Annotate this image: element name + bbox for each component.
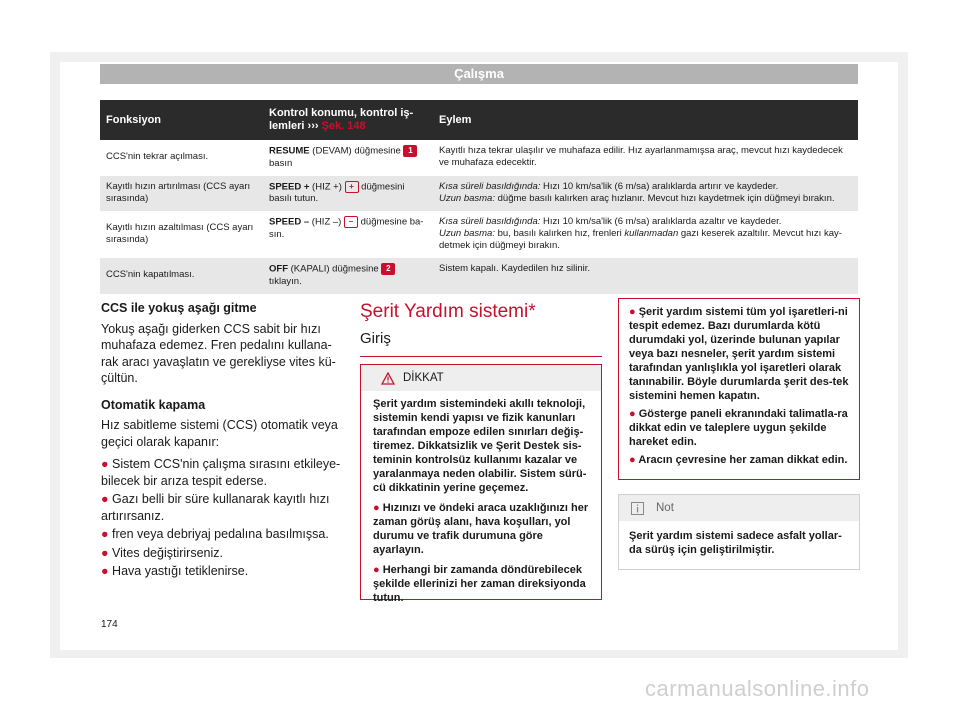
warning-triangle-icon: [381, 372, 395, 385]
list-item: [629, 407, 849, 449]
bullet-icon: ●: [101, 457, 109, 471]
figure-ref-link[interactable]: Şek. 148: [321, 120, 366, 132]
section-subtitle: Giriş: [360, 330, 602, 357]
left-column: [101, 300, 344, 582]
page-number: 174: [101, 619, 118, 630]
action-text: gazı keserek azaltılır. Mevcut hızı kay-detmek için düğmeyi bırakın.: [439, 228, 842, 252]
cell-control: [263, 211, 433, 258]
cell-control: [263, 140, 433, 176]
caution-body: [619, 299, 859, 467]
page-header-bar: Çalışma: [100, 64, 858, 84]
action-label: Kısa süreli basıldığında:: [439, 180, 541, 192]
note-box: [618, 494, 860, 570]
table-row: [100, 211, 858, 258]
minus-button-icon: –: [344, 216, 358, 228]
warning-body: [361, 391, 601, 605]
action-label: Kısa süreli basıldığında:: [439, 216, 541, 228]
action-label: Uzun basma:: [439, 192, 495, 204]
note-header: [619, 495, 859, 521]
bullet-icon: ●: [101, 527, 109, 541]
cell-control: [263, 258, 433, 294]
list-item: [101, 456, 344, 489]
bullet-icon: ●: [373, 502, 380, 514]
action-label: Uzun basma:: [439, 228, 495, 240]
paragraph: Hız sabitleme sistemi (CCS) otomatik veya geçici olarak kapanır:: [101, 418, 338, 449]
callout-badge: 1: [403, 145, 417, 157]
action-text: Hızı 10 km/sa'lik (6 m/sa) aralıklarda artırır ve kaydeder.: [543, 180, 779, 192]
control-text: (HIZ +): [312, 181, 342, 193]
col-header-control: [263, 100, 433, 140]
cell-action: Sistem kapalı. Kaydedilen hız silinir.: [433, 258, 858, 294]
list-item: [101, 526, 344, 543]
bullet-icon: ●: [373, 564, 380, 576]
control-text: (HIZ –): [311, 216, 342, 228]
warning-list: [373, 501, 591, 605]
list-item: [629, 305, 849, 403]
key-label: OFF: [269, 263, 288, 275]
col-header-action: Eylem: [433, 100, 858, 140]
list-item-text: Şerit yardım sistemi tüm yol işaretleri-ni tespit edemez. Bazı durumlarda kötü durumdaki yol, üzerinde bulunan yapılar veya bazı nesneler, şerit yardım sistemi tarafından yanlışlıkla yol işaretleri olarak tanınabilir. Böyle durumlarda şerit des-tek sistemini hemen kapatın.: [629, 306, 849, 402]
list-item-text: Hava yastığı tetiklenirse.: [112, 564, 249, 578]
bullet-icon: ●: [629, 408, 636, 420]
plus-button-icon: +: [345, 181, 359, 193]
ref-arrow: ›››: [307, 120, 319, 132]
cell-action: [433, 211, 858, 258]
function-table: [100, 100, 858, 294]
note-label: Not: [656, 502, 674, 514]
bullet-list: [101, 456, 344, 580]
list-item-text: Herhangi bir zamanda döndürebilecek şekilde ellerinizi her zaman direksiyonda tutun.: [373, 564, 586, 604]
list-item: [101, 545, 344, 562]
list-item-text: Sistem CCS'nin çalışma sırasını etkileye-bilecek bir arıza tespit ederse.: [101, 457, 341, 488]
bullet-icon: ●: [629, 454, 636, 466]
cell-action: [433, 176, 858, 212]
list-item-text: Gösterge paneli ekranındaki talimatla-ra dikkat edin ve taleplere uygun şekilde hareket edin.: [629, 408, 848, 448]
callout-badge: 2: [381, 263, 395, 275]
section-heading: CCS ile yokuş aşağı gitme: [101, 301, 257, 315]
list-item-text: Gazı belli bir süre kullanarak kayıtlı hızı artırırsanız.: [101, 492, 330, 523]
list-item: [101, 491, 344, 524]
paragraph: Yokuş aşağı giderken CCS sabit bir hızı muhafaza edemez. Fren pedalını kullana-rak aracı yavaşlatın ve gerekliyse vites kü-çültün.: [101, 321, 336, 385]
warning-label: DİKKAT: [403, 372, 444, 384]
col-header-control-text: Kontrol konumu, kontrol iş-lemleri: [269, 107, 414, 132]
key-label: SPEED –: [269, 216, 310, 228]
table-row: [100, 176, 858, 212]
list-item-text: Vites değiştirirseniz.: [112, 545, 223, 560]
watermark: carmanualsonline.info: [645, 676, 870, 701]
action-text: bu, basılı kalırken hız, frenleri: [497, 228, 622, 240]
note-text: Şerit yardım sistemi sadece asfalt yollar-da sürüş için geliştirilmiştir.: [629, 530, 842, 556]
warning-header: [361, 365, 601, 391]
control-text: (KAPALI) düğmesine: [290, 263, 379, 275]
control-text: düğmesini basılı tutun.: [269, 181, 405, 205]
table-header-row: [100, 100, 858, 140]
cell-function: Kayıtlı hızın artırılması (CCS ayarı sırasında): [100, 176, 263, 212]
list-item-text: fren veya debriyaj pedalına basılmışsa.: [112, 527, 329, 541]
middle-column: [360, 300, 602, 357]
action-text-italic: kullanmadan: [624, 228, 679, 240]
col-header-function: Fonksiyon: [100, 100, 263, 140]
caution-box: [618, 298, 860, 480]
info-square-icon: [631, 502, 644, 515]
list-item: [101, 563, 344, 580]
key-label: RESUME: [269, 145, 310, 157]
list-item-text: Hızınızı ve öndeki araca uzaklığınızı her zaman görüş alanı, hava koşulları, yol durumu ve trafik durumuna göre ayarlayın.: [373, 502, 589, 556]
list-item: [629, 453, 849, 467]
cell-function: CCS'nin tekrar açılması.: [100, 140, 263, 176]
section-title: Şerit Yardım sistemi*: [360, 301, 536, 322]
bullet-icon: ●: [101, 545, 109, 560]
bullet-icon: ●: [629, 306, 636, 318]
warning-text: Şerit yardım sistemindeki akıllı teknoloji, sistemin kendi yapısı ve fizik kanunları tarafından empoze edilen sınırları değiş-tiremez. Dikkatsizlik ve Şerit Destek sis-teminin kontrolsüz kullanımı kazalar ve yaralanmaya neden olabilir. Sistem sürü-cü dikkatinin yerine geçemez.: [373, 398, 587, 494]
warning-box: [360, 364, 602, 604]
table-row: [100, 258, 858, 294]
table-row: [100, 140, 858, 176]
list-item: [373, 563, 591, 605]
action-text: düğme basılı kalırken araç hızlanır. Mevcut hızı kaydetmek için düğmeyi bırakın.: [497, 192, 835, 204]
key-label: SPEED +: [269, 181, 310, 193]
control-text: basın: [269, 157, 293, 169]
control-text: tıklayın.: [269, 275, 302, 287]
list-item-text: Aracın çevresine her zaman dikkat edin.: [638, 454, 848, 466]
bullet-icon: ●: [101, 492, 109, 506]
section-heading: Otomatik kapama: [101, 397, 206, 412]
cell-function: CCS'nin kapatılması.: [100, 258, 263, 294]
action-text: Hızı 10 km/sa'lik (6 m/sa) aralıklarda azaltır ve kaydeder.: [543, 216, 782, 228]
cell-control: [263, 176, 433, 212]
bullet-icon: ●: [101, 564, 109, 578]
cell-action: Kayıtlı hıza tekrar ulaşılır ve muhafaza edilir. Hız ayarlanmamışsa araç, mevcut hızı kaydedecek ve muhafaza edecektir.: [433, 140, 858, 176]
caution-list: [629, 305, 849, 467]
control-text: düğmesine ba-sın.: [269, 216, 424, 240]
control-text: (DEVAM) düğmesine: [312, 145, 401, 157]
list-item: [373, 501, 591, 557]
cell-function: Kayıtlı hızın azaltılması (CCS ayarı sırasında): [100, 211, 263, 258]
